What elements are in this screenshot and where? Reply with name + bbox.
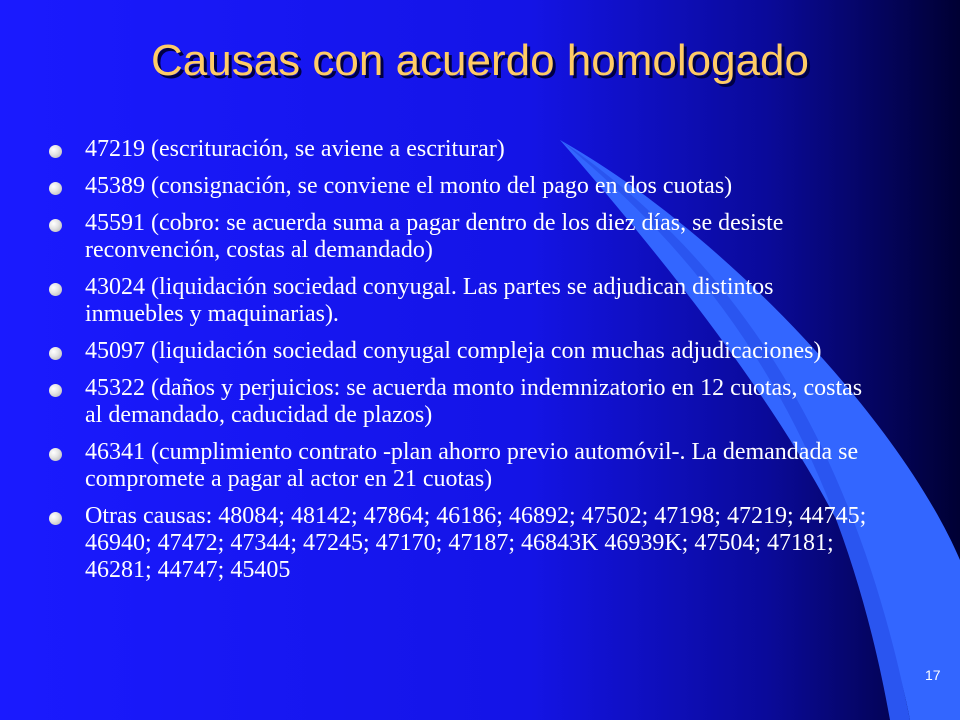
bullet-dot-icon [49, 347, 62, 360]
bullet-dot-icon [49, 182, 62, 195]
bullet-text: 45097 (liquidación sociedad conyugal compleja con muchas adjudicaciones) [85, 338, 822, 364]
bullet-item [48, 274, 878, 328]
bullet-text: Otras causas: 48084; 48142; 47864; 46186; 46892; 47502; 47198; 47219; 44745; 46940; 47472; 47344; 47245; 47170; 47187; 46843K 46939K; 47504; 47181; 46281; 44747; 45405 [85, 503, 867, 583]
bullet-item [48, 173, 878, 200]
bullet-dot-icon [49, 512, 62, 525]
bullet-item [48, 338, 878, 365]
bullet-dot-icon [49, 384, 62, 397]
bullet-text: 47219 (escrituración, se aviene a escriturar) [85, 136, 505, 162]
bullet-dot-icon [49, 448, 62, 461]
bullet-text: 43024 (liquidación sociedad conyugal. Las partes se adjudican distintos inmuebles y maquinarias). [85, 274, 774, 327]
bullet-item [48, 136, 878, 163]
bullet-text: 45591 (cobro: se acuerda suma a pagar dentro de los diez días, se desiste reconvención, costas al demandado) [85, 210, 784, 263]
slide-title: Causas con acuerdo homologado [150, 36, 809, 85]
page-number: 17 [925, 667, 941, 683]
bullet-text: 46341 (cumplimiento contrato -plan ahorro previo automóvil-. La demandada se compromete a pagar al actor en 21 cuotas) [85, 439, 859, 492]
bullet-text: 45389 (consignación, se conviene el monto del pago en dos cuotas) [85, 173, 733, 199]
bullet-dot-icon [49, 219, 62, 232]
bullet-list [48, 136, 878, 594]
bullet-item [48, 375, 878, 429]
bullet-item [48, 210, 878, 264]
bullet-item [48, 439, 878, 493]
bullet-text: 45322 (daños y perjuicios: se acuerda monto indemnizatorio en 12 cuotas, costas al demandado, caducidad de plazos) [85, 375, 863, 428]
bullet-dot-icon [49, 145, 62, 158]
bullet-dot-icon [49, 283, 62, 296]
bullet-item [48, 503, 878, 584]
